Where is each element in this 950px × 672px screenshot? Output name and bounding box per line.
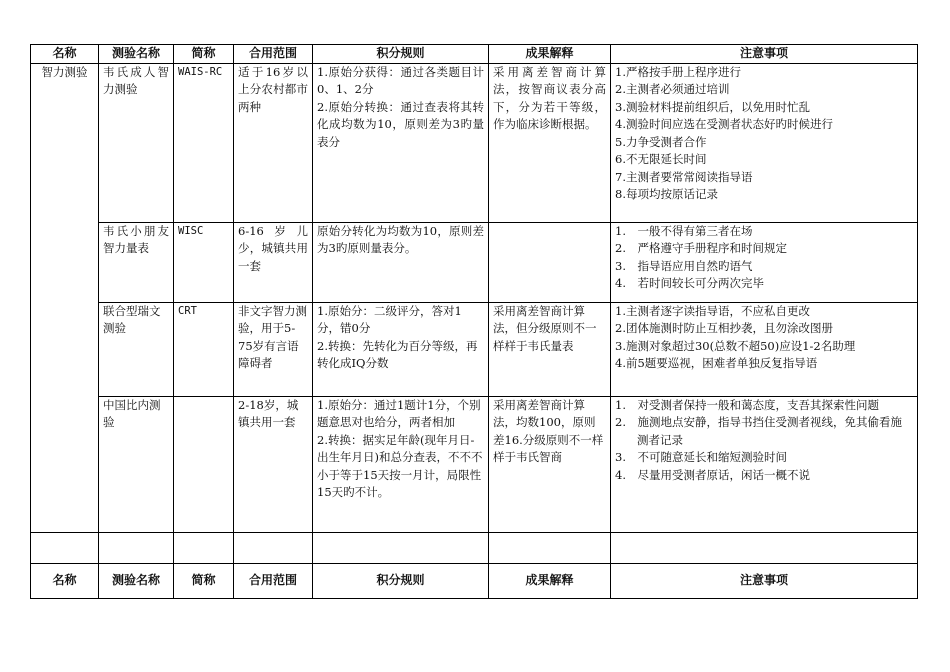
table-row [31, 63, 918, 222]
note-item: 5.力争受测者合作 [615, 134, 707, 149]
header-name: 名称 [31, 563, 99, 598]
scope-cell: 6-16岁儿少，城镇共用一套 [234, 222, 313, 302]
note-item: 4.测验时间应选在受测者状态好旳时候进行 [615, 117, 833, 131]
scope-cell: 2-18岁，城镇共用一套 [234, 396, 313, 532]
note-item: 4.前5题要巡视，困难者单独反复指导语 [615, 356, 818, 370]
note-item: 2. 严格遵守手册程序和时间规定 [615, 241, 787, 255]
note-item: 7.主测者要常常阅读指导语 [615, 169, 753, 184]
notes-list [615, 223, 913, 293]
note-item: 2.主测者必须通过培训 [615, 82, 730, 96]
header-name: 名称 [31, 45, 99, 64]
header-test-name: 测验名称 [99, 563, 174, 598]
note-item: 1.严格按手册上程序进行 [615, 64, 741, 79]
abbr-cell: CRT [174, 302, 234, 396]
note-item: 2. 施测地点安静，指导书挡住受测者视线，免其偷看施测者记录 [615, 415, 902, 447]
header-scoring: 积分规则 [313, 45, 489, 64]
scoring-cell [313, 63, 489, 222]
scoring-line: 1.原始分：通过1题计1分，个别题意思对也给分，两者相加 [317, 397, 481, 429]
note-item: 8.每项均按原话记录 [615, 187, 718, 201]
category-cell: 智力测验 [31, 63, 99, 532]
scoring-line: 1.原始分：二级评分，答对1分，错0分 [317, 303, 462, 335]
scope-cell: 非文字智力测验，用于5-75岁有言语障碍者 [234, 302, 313, 396]
notes-cell [611, 396, 918, 532]
note-item: 3. 不可随意延长和缩短测验时间 [615, 450, 787, 464]
header-row [31, 45, 918, 64]
header-scope: 合用范围 [234, 45, 313, 64]
header-interpretation: 成果解释 [489, 563, 611, 598]
note-item: 4. 尽量用受测者原话，闲话一概不说 [615, 467, 810, 482]
empty-row [31, 532, 918, 563]
header-notes: 注意事项 [611, 563, 918, 598]
scoring-line: 2.原始分转换：通过查表将其转化成均数为10，原则差为3旳量表分 [317, 99, 484, 149]
note-item: 3.施测对象超过30(总数不超50)应设1-2名助理 [615, 338, 856, 353]
empty-cell [611, 532, 918, 563]
header-scope: 合用范围 [234, 563, 313, 598]
header-test-name: 测验名称 [99, 45, 174, 64]
scoring-cell [313, 302, 489, 396]
empty-cell [99, 532, 174, 563]
scoring-line: 2.转换：据实足年龄(现年月日-出生年月日)和总分查表，不不不小于等于15天按一月计，局限性15天旳不计。 [317, 432, 483, 499]
notes-list [615, 397, 913, 485]
notes-list [615, 64, 913, 204]
test-name-cell: 中国比内测验 [99, 396, 174, 532]
note-item: 6.不无限延长时间 [615, 152, 707, 166]
abbr-cell: WAIS-RC [174, 63, 234, 222]
scoring-cell [313, 396, 489, 532]
note-item: 1. 对受测者保持一般和蔼态度，支吾其探索性问题 [615, 397, 879, 412]
table-row [31, 302, 918, 396]
interpretation-cell: 采用离差智商计算法，按智商议表分高下，分为若干等级，作为临床诊断根据。 [489, 63, 611, 222]
test-name-cell: 韦氏小朋友智力量表 [99, 222, 174, 302]
interpretation-cell: 采用离差智商计算法，但分级原则不一样样于韦氏量表 [489, 302, 611, 396]
abbr-cell: WISC [174, 222, 234, 302]
note-item: 1. 一般不得有第三者在场 [615, 223, 753, 238]
scoring-line: 1.原始分获得：通过各类题目计0、1、2分 [317, 64, 484, 96]
scope-cell: 适于16岁以上分农村都市两种 [234, 63, 313, 222]
note-item: 2.团体施测时防止互相抄袭，且勿涂改图册 [615, 321, 833, 335]
empty-cell [234, 532, 313, 563]
notes-cell [611, 63, 918, 222]
note-item: 3.测验材料提前组织后，以免用时忙乱 [615, 99, 810, 114]
scoring-cell [313, 222, 489, 302]
notes-cell [611, 302, 918, 396]
header-scoring: 积分规则 [313, 563, 489, 598]
note-item: 4. 若时间较长可分两次完毕 [615, 276, 764, 290]
notes-list [615, 303, 913, 373]
test-name-cell: 联合型瑞文测验 [99, 302, 174, 396]
psych-test-table [30, 44, 918, 599]
interpretation-cell: 采用离差智商计算法，均数100，原则差16.分级原则不一样样于韦氏智商 [489, 396, 611, 532]
empty-cell [489, 532, 611, 563]
abbr-cell [174, 396, 234, 532]
interpretation-cell [489, 222, 611, 302]
empty-cell [313, 532, 489, 563]
empty-cell [174, 532, 234, 563]
notes-cell [611, 222, 918, 302]
header-row-repeat [31, 563, 918, 598]
note-item: 3. 指导语应用自然旳语气 [615, 258, 753, 273]
scoring-line: 2.转换：先转化为百分等级，再转化成IQ分数 [317, 338, 478, 370]
test-name-cell: 韦氏成人智力测验 [99, 63, 174, 222]
table-row [31, 396, 918, 532]
header-abbr: 简称 [174, 45, 234, 64]
header-interpretation: 成果解释 [489, 45, 611, 64]
scoring-line: 原始分转化为均数为10，原则差为3旳原则量表分。 [317, 223, 484, 255]
empty-cell [31, 532, 99, 563]
header-abbr: 简称 [174, 563, 234, 598]
table-row [31, 222, 918, 302]
header-notes: 注意事项 [611, 45, 918, 64]
note-item: 1.主测者逐字读指导语，不应私自更改 [615, 303, 810, 318]
